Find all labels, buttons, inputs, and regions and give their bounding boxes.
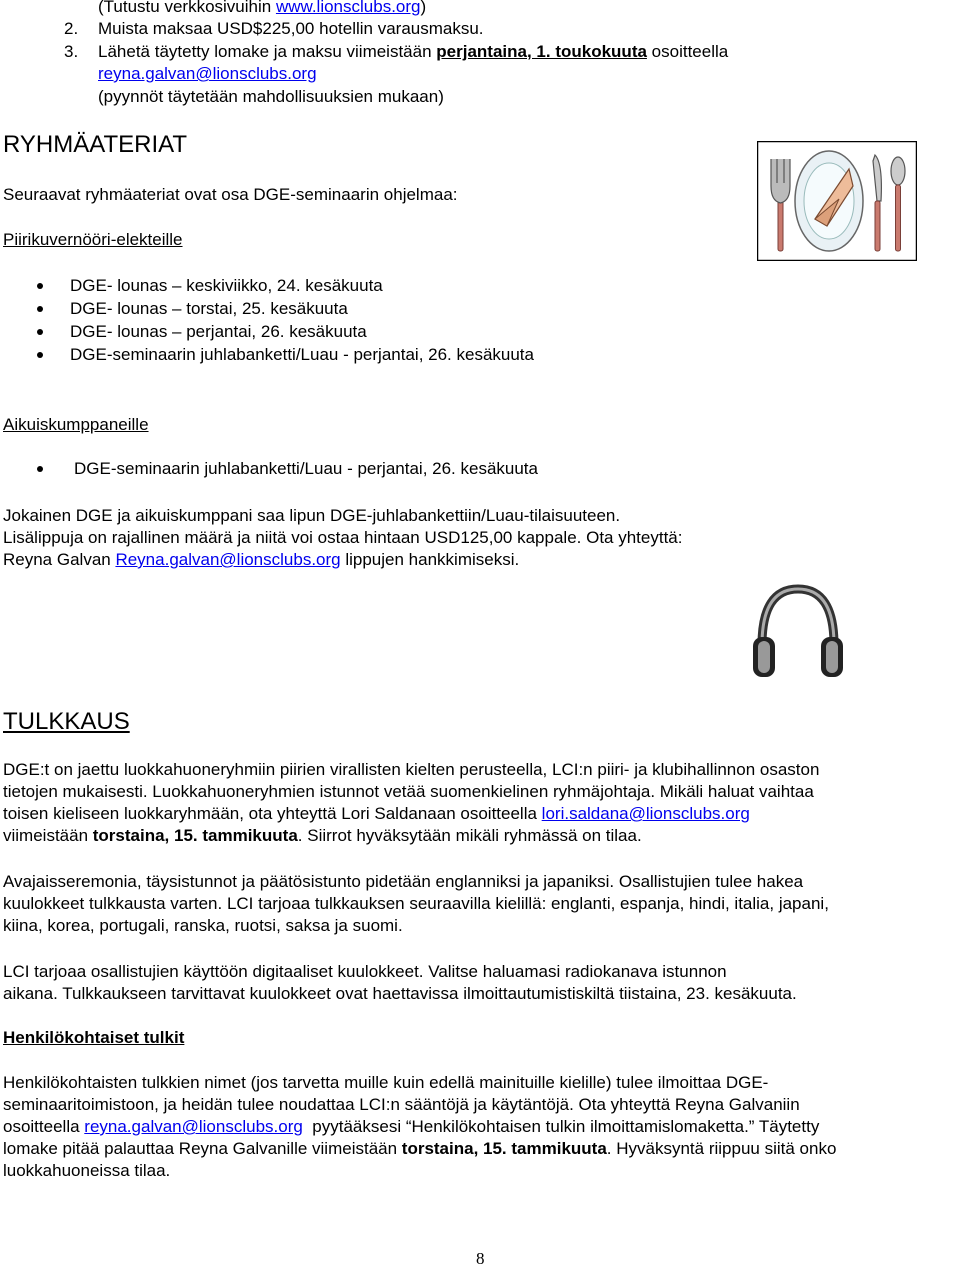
ryhmaateriat-heading: RYHMÄATERIAT [3,131,188,158]
list-item: DGE- lounas – keskiviikko, 24. kesäkuuta [70,276,383,295]
paragraph-line [3,803,750,825]
page-number: 8 [476,1249,485,1268]
lori-prefix: toisen kieliseen luokkaryhmään, ota yhteyttä Lori Saldanaan osoitteella [3,804,542,823]
paragraph-line: DGE:t on jaettu luokkahuoneryhmiin piirien virallisten kielten perusteella, LCI:n piiri- ja klubihallinnon osaston [3,760,820,779]
return-suffix: . Hyväksyntä riippuu siitä onko [606,1139,837,1158]
contact-prefix: Reyna Galvan [3,550,116,569]
deadline-prefix: viimeistään [3,826,93,845]
address-prefix: osoitteella [3,1117,85,1136]
lori-email-link[interactable]: lori.saldana@lionsclubs.org [541,804,750,823]
contact-suffix: lippujen hankkimiseksi. [340,550,520,569]
list-item-3-link-line [98,63,317,85]
list-item-3 [98,41,728,63]
address-suffix: pyytääksesi “Henkilökohtaisen tulkin ilmoittamislomaketta.” Täytetty [302,1117,820,1136]
deadline-date: torstaina, 15. tammikuuta [92,826,298,845]
subheading-personal-interpreters: Henkilökohtaiset tulkit [3,1028,185,1047]
subheading-partners: Aikuiskumppaneille [3,415,149,434]
paragraph-line: Jokainen DGE ja aikuiskumppani saa lipun DGE-juhlabankettiin/Luau-tilaisuuteen. [3,506,621,525]
list-item-1-suffix: ) [420,0,427,16]
deadline-suffix: . Siirrot hyväksytään mikäli ryhmässä on tilaa. [297,826,642,845]
subheading-district-governors: Piirikuvernööri-elekteille [3,230,183,249]
paragraph-line: luokkahuoneissa tilaa. [3,1161,171,1180]
list-item-1 [98,0,426,18]
bullet [37,466,43,472]
return-prefix: lomake pitää palauttaa Reyna Galvanille viimeistään [3,1139,402,1158]
list-item-1-prefix: (Tutustu verkkosivuihin [98,0,276,16]
tulkkaus-heading: TULKKAUS [3,708,130,735]
list-item: DGE- lounas – perjantai, 26. kesäkuuta [70,322,367,341]
deadline-date: torstaina, 15. tammikuuta [401,1139,607,1158]
paragraph-line: tietojen mukaisesti. Luokkahuoneryhmien istunnot vetää suomenkielinen ryhmäjohtaja. Mikäli haluat vaihtaa [3,782,814,801]
paragraph-line [3,549,519,571]
list-item-3-text-b: osoitteella [646,42,729,61]
reyna-email-link[interactable]: reyna.galvan@lionsclubs.org [98,64,317,83]
paragraph-line: kuulokkeet tulkkausta varten. LCI tarjoaa tulkkauksen seuraavilla kielillä: englanti, espanja, hindi, italia, japani, [3,894,829,913]
paragraph-line: kiina, korea, portugali, ranska, ruotsi, saksa ja suomi. [3,916,403,935]
lionsclubs-website-link[interactable]: www.lionsclubs.org [275,0,421,16]
paragraph-line [3,825,642,847]
list-item-3-note: (pyynnöt täytetään mahdollisuuksien mukaan) [98,87,444,106]
paragraph-line [3,1116,819,1138]
headphones-icon [752,583,844,683]
deadline-date: perjantaina, 1. toukokuuta [436,42,647,61]
list-item: DGE-seminaarin juhlabanketti/Luau - perjantai, 26. kesäkuuta [74,459,538,478]
paragraph-line [3,1138,836,1160]
ryhmaateriat-intro: Seuraavat ryhmäateriat ovat osa DGE-seminaarin ohjelmaa: [3,185,458,204]
list-item-2-number: 2. [64,19,79,38]
paragraph-line: Lisälippuja on rajallinen määrä ja niitä voi ostaa hintaan USD125,00 kappale. Ota yhteyttä: [3,528,683,547]
list-item-3-number: 3. [64,42,79,61]
reyna-email-link-3[interactable]: reyna.galvan@lionsclubs.org [84,1117,303,1136]
reyna-email-link-2[interactable]: Reyna.galvan@lionsclubs.org [115,550,341,569]
paragraph-line: aikana. Tulkkaukseen tarvittavat kuulokkeet ovat haettavissa ilmoittautumistiskiltä tiistaina, 23. kesäkuuta. [3,984,797,1003]
paragraph-line: seminaaritoimistoon, ja heidän tulee noudattaa LCI:n sääntöjä ja käytäntöjä. Ota yhteyttä Reyna Galvaniin [3,1095,800,1114]
list-item: DGE- lounas – torstai, 25. kesäkuuta [70,299,348,318]
paragraph-line: Henkilökohtaisten tulkkien nimet (jos tarvetta muille kuin edellä mainituille kielille) tulee ilmoittaa DGE- [3,1073,769,1092]
list-item: DGE-seminaarin juhlabanketti/Luau - perjantai, 26. kesäkuuta [70,345,534,364]
bullet [37,329,43,335]
bullet [37,283,43,289]
list-item-3-text-a: Lähetä täytetty lomake ja maksu viimeistään [98,42,437,61]
bullet [37,352,43,358]
bullet [37,306,43,312]
dinner-plate-icon [757,141,917,261]
paragraph-line: Avajaisseremonia, täysistunnot ja päätösistunto pidetään englanniksi ja japaniksi. Osallistujien tulee hakea [3,872,804,891]
paragraph-line: LCI tarjoaa osallistujien käyttöön digitaaliset kuulokkeet. Valitse haluamasi radiokanava istunnon [3,962,727,981]
list-item-2: Muista maksaa USD$225,00 hotellin varausmaksu. [98,19,484,38]
